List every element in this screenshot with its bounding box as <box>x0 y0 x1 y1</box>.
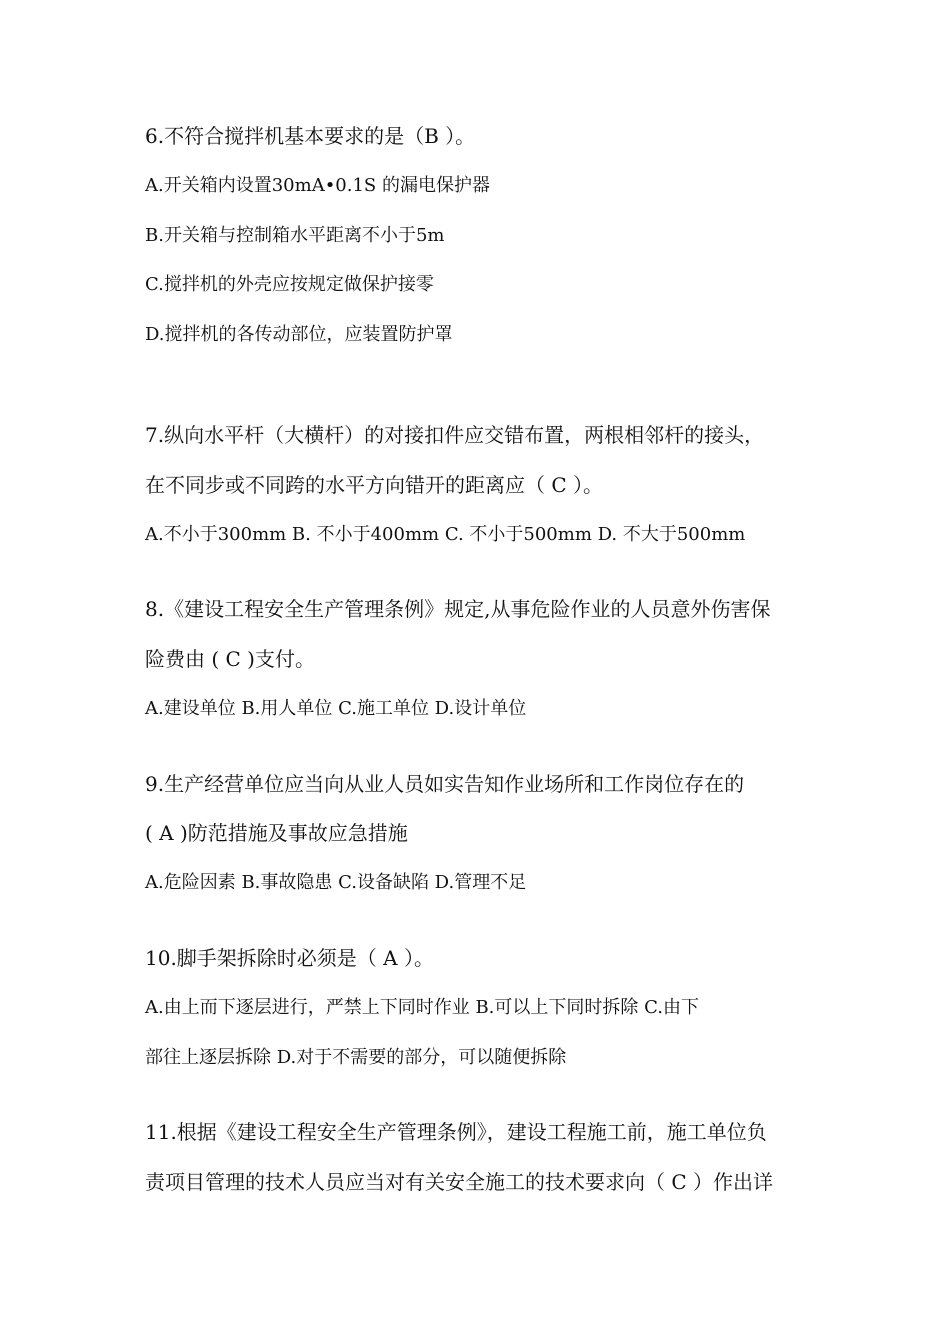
question-9-stem-line-2: ( A )防范措施及事故应急措施 <box>145 821 408 845</box>
question-6-option-c: C.搅拌机的外壳应按规定做保护接零 <box>145 274 434 295</box>
question-8-options: A.建设单位 B.用人单位 C.施工单位 D.设计单位 <box>145 698 527 719</box>
question-6-option-b: B.开关箱与控制箱水平距离不小于5m <box>145 225 445 246</box>
question-7-stem-line-1: 7.纵向水平杆（大横杆）的对接扣件应交错布置，两根相邻杆的接头， <box>145 423 765 447</box>
question-11-stem-line-1: 11.根据《建设工程安全生产管理条例》，建设工程施工前，施工单位负 <box>145 1120 767 1144</box>
question-8-stem-line-1: 8.《建设工程安全生产管理条例》规定,从事危险作业的人员意外伤害保 <box>145 597 771 621</box>
question-11-stem-line-2: 责项目管理的技术人员应当对有关安全施工的技术要求向（ C ）作出详 <box>145 1170 774 1194</box>
question-7-stem-line-2: 在不同步或不同跨的水平方向错开的距离应（ C ）。 <box>145 473 604 497</box>
question-10-stem: 10.脚手架拆除时必须是（ A ）。 <box>145 946 434 970</box>
question-9-stem-line-1: 9.生产经营单位应当向从业人员如实告知作业场所和工作岗位存在的 <box>145 772 745 796</box>
question-9-options: A.危险因素 B.事故隐患 C.设备缺陷 D.管理不足 <box>145 872 527 893</box>
question-10-options-line-2: 部往上逐层拆除 D.对于不需要的部分，可以随便拆除 <box>145 1047 567 1068</box>
question-6-option-d: D.搅拌机的各传动部位，应装置防护罩 <box>145 324 453 345</box>
question-7-options: A.不小于300mm B. 不小于400mm C. 不小于500mm D. 不大于500mm <box>145 524 746 545</box>
question-10-options-line-1: A.由上而下逐层进行，严禁上下同时作业 B.可以上下同时拆除 C.由下 <box>145 997 699 1018</box>
question-6-stem: 6.不符合搅拌机基本要求的是（B ）。 <box>145 124 476 148</box>
question-8-stem-line-2: 险费由 ( C )支付。 <box>145 647 315 671</box>
question-6-option-a: A.开关箱内设置30mA•0.1S 的漏电保护器 <box>145 175 490 196</box>
